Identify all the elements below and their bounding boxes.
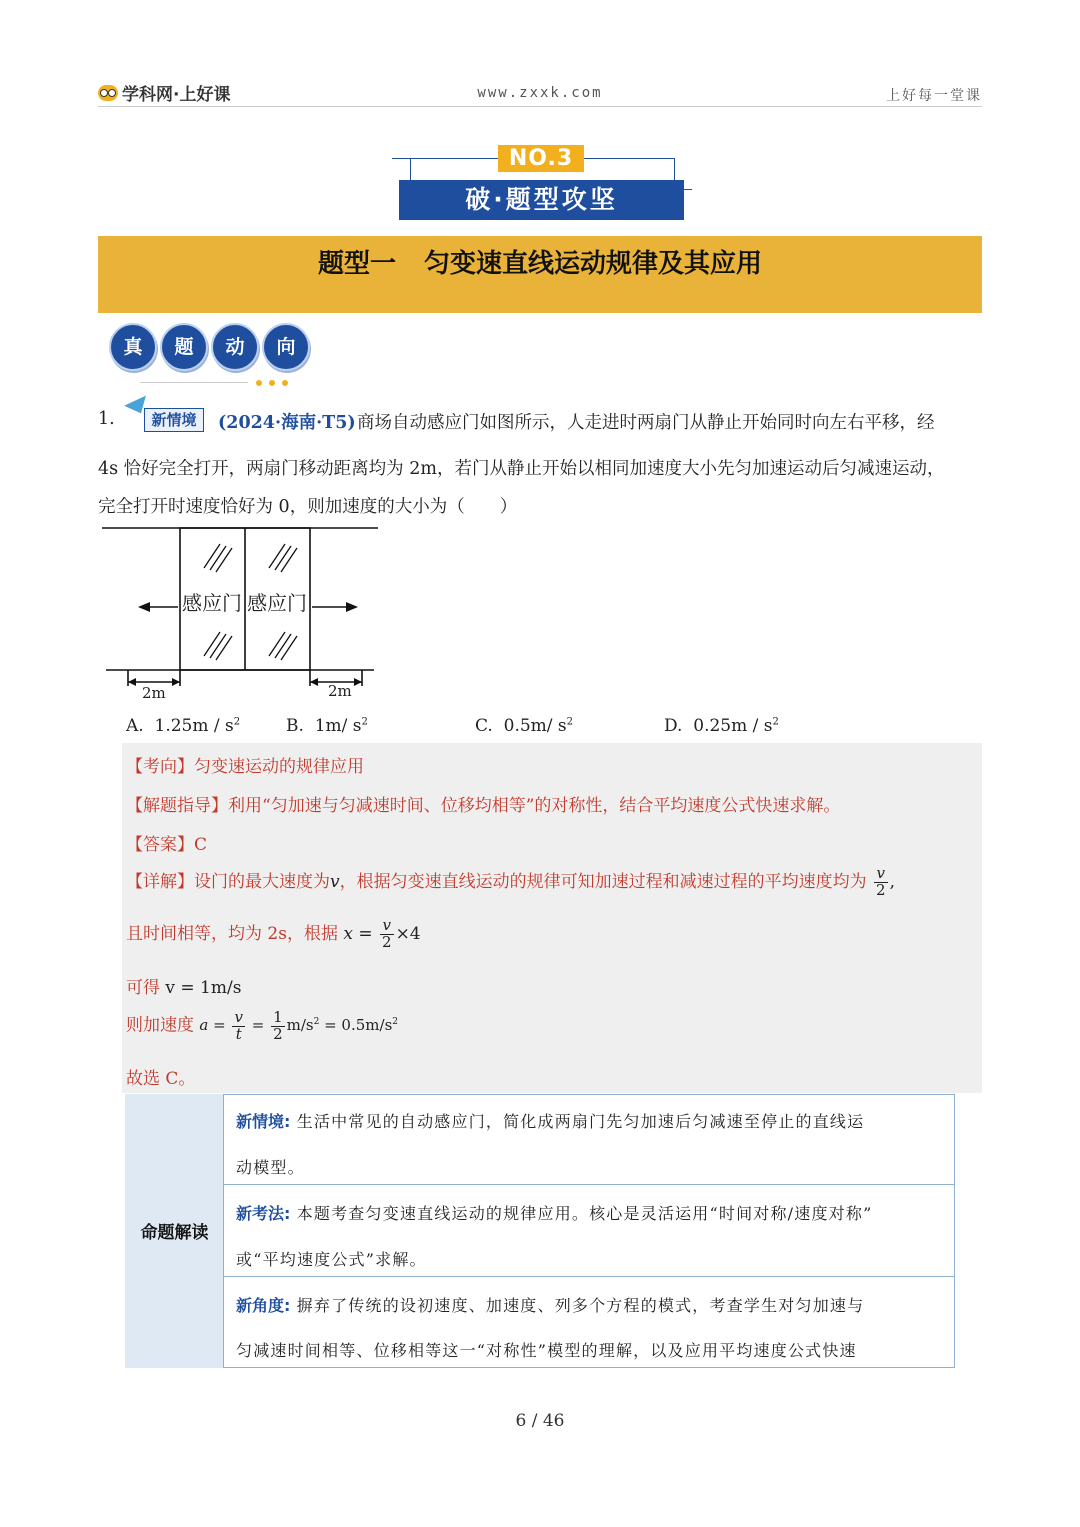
row-head: 新考法: bbox=[236, 1204, 291, 1223]
header-motto: 上好每一堂课 bbox=[886, 88, 982, 104]
answer-line bbox=[126, 830, 207, 855]
detail-line3 bbox=[126, 973, 241, 998]
formula-x: x = $\frac{v}{2}$ ×4 bbox=[343, 916, 421, 951]
detail-line2 bbox=[126, 918, 421, 951]
detail-line4 bbox=[126, 1010, 398, 1043]
interpretation-label: 命题解读 bbox=[140, 1223, 209, 1243]
option-exponent: 2 bbox=[233, 716, 241, 728]
detail-line3-prefix: 可得 bbox=[126, 978, 160, 998]
bubble-zhen: 真 bbox=[109, 323, 157, 371]
interpretation-table bbox=[125, 1094, 955, 1368]
question-text-line1: 商场自动感应门如图所示，人走进时两扇门从静止开始同时向左右平移，经 bbox=[357, 413, 935, 433]
option-letter: C. bbox=[475, 716, 493, 736]
tag-label: 新情境 bbox=[144, 408, 204, 432]
table-row-divider bbox=[224, 1184, 955, 1185]
bubble-ti: 题 bbox=[160, 323, 208, 371]
option-value: 0.5m/ s bbox=[503, 716, 567, 736]
frac-v-over-2: $\frac{v}{2}$ bbox=[876, 864, 886, 899]
row-new-method bbox=[236, 1201, 872, 1224]
option-c[interactable] bbox=[475, 716, 573, 736]
row-new-method-cont: 或“平均速度公式”求解。 bbox=[236, 1250, 427, 1269]
row-new-context-cont: 动模型。 bbox=[236, 1158, 305, 1177]
guide-line: 【解题指导】利用“匀加速与匀减速时间、位移均相等”的对称性，结合平均速度公式快速求解。 bbox=[126, 796, 841, 816]
detail-mid: ，根据匀变速直线运动的规律可知加速过程和减速过程的平均速度均为 bbox=[339, 871, 867, 892]
door-label-left: 感应门 bbox=[182, 591, 242, 615]
answer-label: 【答案】 bbox=[126, 835, 194, 855]
row-head: 新情境: bbox=[236, 1112, 291, 1131]
option-letter: B. bbox=[286, 716, 304, 736]
detail-prefix: 【详解】设门的最大速度为 bbox=[126, 871, 330, 892]
banner-frame-line bbox=[684, 189, 692, 190]
banner-number: NO.3 bbox=[498, 145, 584, 172]
decor-dot bbox=[256, 380, 262, 386]
option-exponent: 2 bbox=[566, 716, 574, 728]
option-b[interactable] bbox=[286, 716, 368, 736]
row-text: 摒弃了传统的设初速度、加速度、列多个方程的模式，考查学生对匀加速与 bbox=[296, 1296, 865, 1315]
dim-label-left: 2m bbox=[142, 684, 166, 702]
detail-line1: 【详解】设门的最大速度为v，根据匀变速直线运动的规律可知加速过程和减速过程的平均速度均为 $\frac{v}{2}$ , bbox=[126, 864, 895, 899]
formula-v: v = 1m/s bbox=[165, 978, 242, 998]
detail-var-v: v bbox=[330, 871, 340, 892]
option-value: 1m/ s bbox=[314, 716, 362, 736]
section-label: 题型一 bbox=[317, 249, 396, 279]
option-value: 0.25m / s bbox=[693, 716, 773, 736]
decor-dot bbox=[269, 380, 275, 386]
detail-line2-prefix: 且时间相等，均为 2s，根据 bbox=[126, 923, 338, 944]
bubble-dong: 动 bbox=[211, 323, 259, 371]
option-exponent: 2 bbox=[772, 716, 779, 728]
header-url[interactable]: www.zxxk.com bbox=[477, 85, 603, 101]
kaoxiang-line: 【考向】匀变速运动的规律应用 bbox=[126, 757, 364, 777]
section-title bbox=[98, 236, 982, 296]
question-text-line2: 4s 恰好完全打开，两扇门移动距离均为 2m，若门从静止开始以相同加速度大小先匀加速运动后匀减速运动， bbox=[98, 459, 945, 479]
bubble-underline bbox=[140, 382, 248, 383]
header-divider bbox=[98, 106, 982, 107]
question-number: 1. bbox=[98, 409, 115, 429]
dim-label-right: 2m bbox=[328, 682, 352, 700]
page-number: 6 / 46 bbox=[515, 1411, 565, 1431]
table-row-divider bbox=[224, 1276, 955, 1277]
door-figure bbox=[98, 520, 388, 706]
option-exponent: 2 bbox=[361, 716, 368, 728]
detail-line4-prefix: 则加速度 bbox=[126, 1015, 194, 1036]
arrow-left-head bbox=[138, 602, 150, 612]
row-new-angle-cont: 匀减速时间相等、位移相等这一“对称性”模型的理解，以及应用平均速度公式快速 bbox=[236, 1341, 857, 1360]
banner-frame-line bbox=[410, 158, 411, 180]
decor-dot bbox=[282, 380, 288, 386]
row-text: 生活中常见的自动感应门，简化成两扇门先匀加速后匀减速至停止的直线运 bbox=[296, 1112, 865, 1131]
section-heading: 匀变速直线运动规律及其应用 bbox=[424, 249, 763, 279]
answer-value: C bbox=[194, 835, 208, 855]
bubble-xiang: 向 bbox=[262, 323, 310, 371]
row-new-angle bbox=[236, 1293, 864, 1316]
banner-title: 破·题型攻坚 bbox=[399, 180, 684, 220]
option-a[interactable] bbox=[126, 716, 240, 736]
option-value: 1.25m / s bbox=[154, 716, 234, 736]
option-letter: A. bbox=[126, 716, 144, 736]
arrow-right-head bbox=[346, 602, 358, 612]
banner-frame-line bbox=[674, 158, 675, 180]
logo-text: 学科网·上好课 bbox=[122, 85, 231, 105]
formula-a: a = $\frac{v}{t}$ = $\frac{1}{2}$ $m/s^2 = 0.5m/s^2$ bbox=[199, 1008, 398, 1043]
row-new-context bbox=[236, 1109, 864, 1132]
door-label-right: 感应门 bbox=[247, 591, 307, 615]
conclusion-line: 故选 C。 bbox=[126, 1069, 196, 1089]
new-context-tag bbox=[124, 400, 206, 432]
row-head: 新角度: bbox=[236, 1296, 291, 1315]
row-text: 本题考查匀变速直线运动的规律应用。核心是灵活运用“时间对称/速度对称” bbox=[296, 1204, 873, 1223]
option-d[interactable] bbox=[664, 716, 779, 736]
question-text-line3: 完全打开时速度恰好为 0，则加速度的大小为（ ） bbox=[98, 497, 518, 517]
question-source: (2024·海南·T5) bbox=[218, 413, 356, 433]
option-letter: D. bbox=[664, 716, 683, 736]
